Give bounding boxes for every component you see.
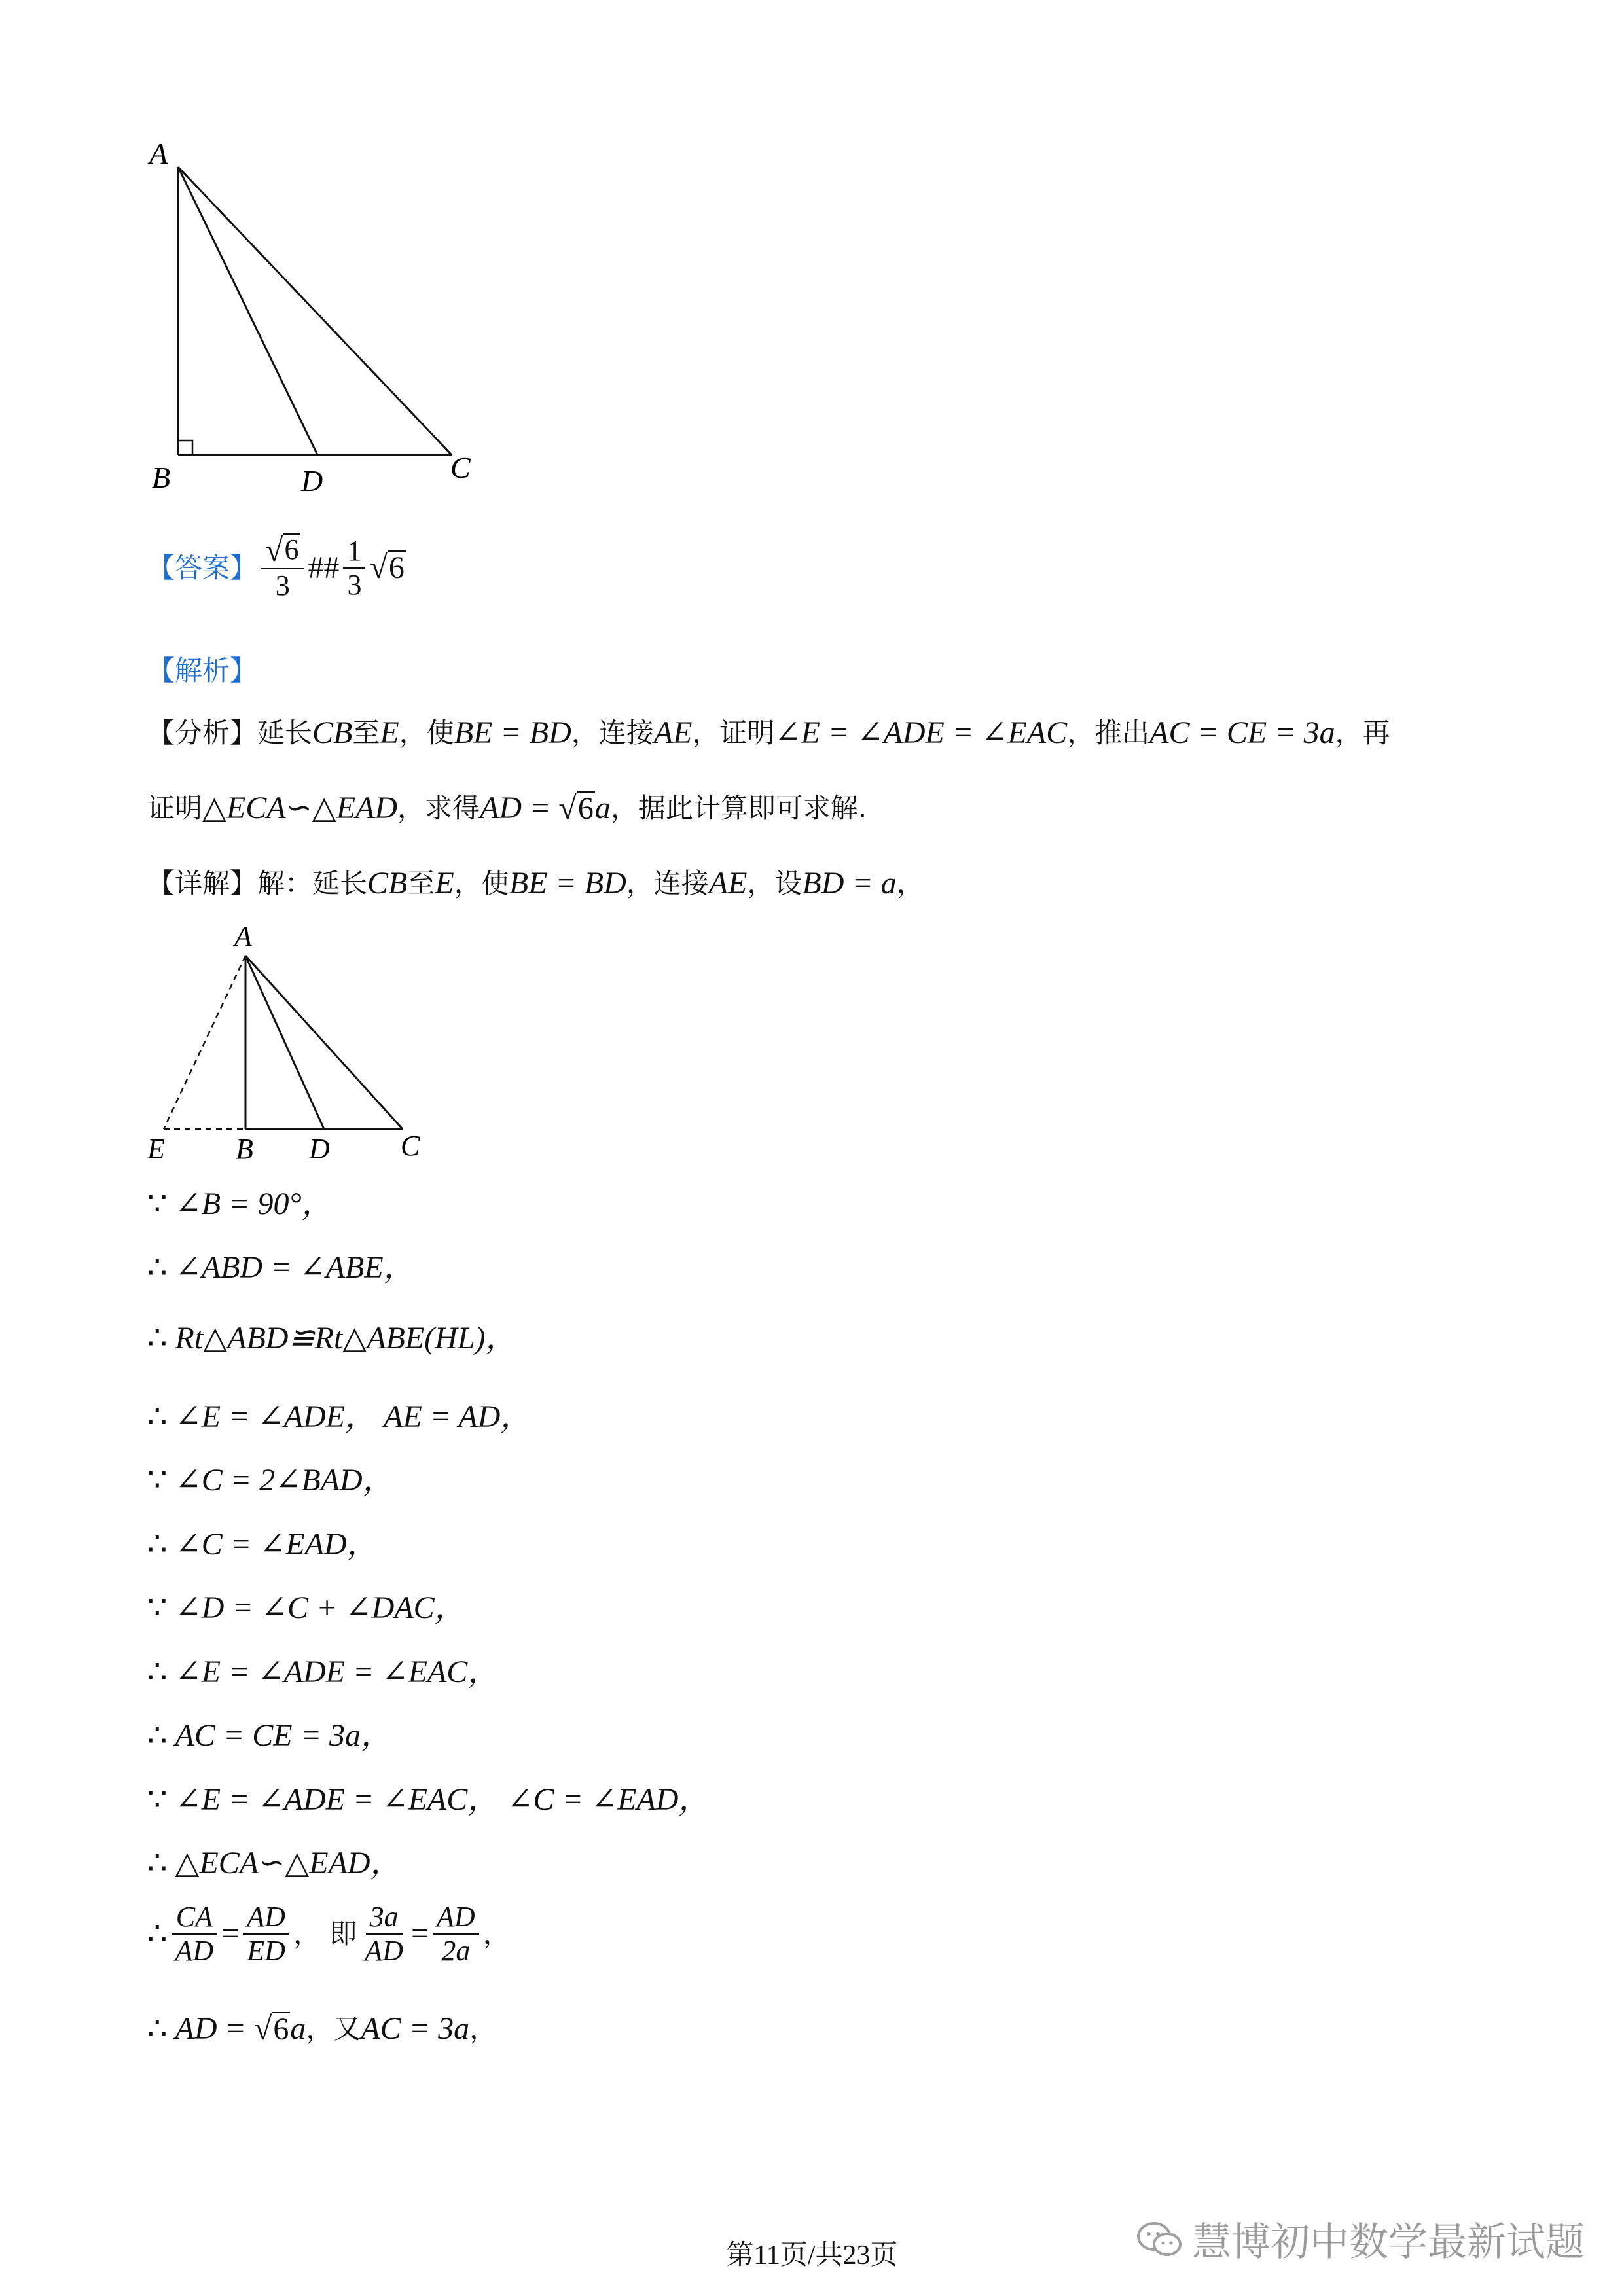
step-line: ∴ ∠ABD = ∠ABE， — [147, 1250, 415, 1285]
detail-line: 【详解】 解：延长 CB 至 E ，使 BE = BD ，连接 AE ，设 BD = a ， — [147, 866, 924, 901]
answer-line: 【答案】 √ 6 3 ## $\frac{1}{3}$ √ 6 — [147, 531, 405, 601]
label-D: D — [309, 1133, 330, 1162]
step-line: ∴ Rt△ABD≌Rt△ABE(HL)， — [147, 1321, 517, 1355]
answer-sep: ## — [308, 550, 340, 585]
analysis-line-2: 证明 △ECA∽△EAD ，求得 AD = √ 6 a ，据此计算即可求解. — [147, 789, 867, 826]
wechat-icon — [1136, 2219, 1183, 2259]
label-C: C — [401, 1130, 420, 1162]
step-line: ∴ ∠C = ∠EAD， — [147, 1527, 378, 1562]
analysis-line-1: 【分析】 延长 CB 至 E ，使 BE = BD ，连接 AE ，证明 ∠E = ∠ADE = ∠EAC ，推出 AC = CE = 3a ，再 — [147, 715, 1390, 750]
step-line: ∵ ∠C = 2∠BAD， — [147, 1463, 394, 1498]
label-E: E — [147, 1133, 165, 1162]
figure-extended-triangle — [137, 920, 445, 1162]
label-D: D — [301, 464, 323, 497]
final-step-line: ∴ AD = √ 6 a ，又 AC = 3a ， — [147, 2009, 497, 2047]
step-line: ∵ ∠B = 90°， — [147, 1187, 333, 1221]
label-C: C — [450, 451, 471, 484]
step-line: ∴ △ECA∽△EAD， — [147, 1846, 402, 1880]
figure-right-triangle — [137, 134, 497, 501]
step-line: ∴ AC = CE = 3a， — [147, 1718, 393, 1753]
step-line: ∴ ∠E = ∠ADE， AE = AD， — [147, 1399, 532, 1434]
page-footer: 第11页/共23页 — [726, 2240, 898, 2270]
answer-fraction: √ 6 3 — [261, 533, 304, 602]
ratio-line: ∴ $\frac{CA}{AD}$ = $\frac{AD}{ED}$ ， 即 $\frac{3a}{AD}$ = $\frac{AD}{2a}$ ， — [147, 1901, 511, 1967]
answer-fraction-2: $\frac{1}{3}$ — [343, 535, 365, 601]
step-line: ∵ ∠E = ∠ADE = ∠EAC， ∠C = ∠EAD， — [147, 1782, 710, 1817]
label-A: A — [149, 137, 168, 170]
label-A: A — [234, 920, 252, 952]
watermark-text: 慧博初中数学最新试题 — [1192, 2219, 1585, 2265]
step-line: ∴ ∠E = ∠ADE = ∠EAC， — [147, 1655, 499, 1689]
analysis-heading: 【解析】 — [147, 655, 258, 687]
step-line: ∵ ∠D = ∠C + ∠DAC， — [147, 1590, 466, 1625]
answer-tag: 【答案】 — [147, 551, 258, 584]
label-B: B — [152, 461, 171, 494]
label-B: B — [236, 1133, 253, 1162]
watermark — [1136, 2211, 1585, 2267]
